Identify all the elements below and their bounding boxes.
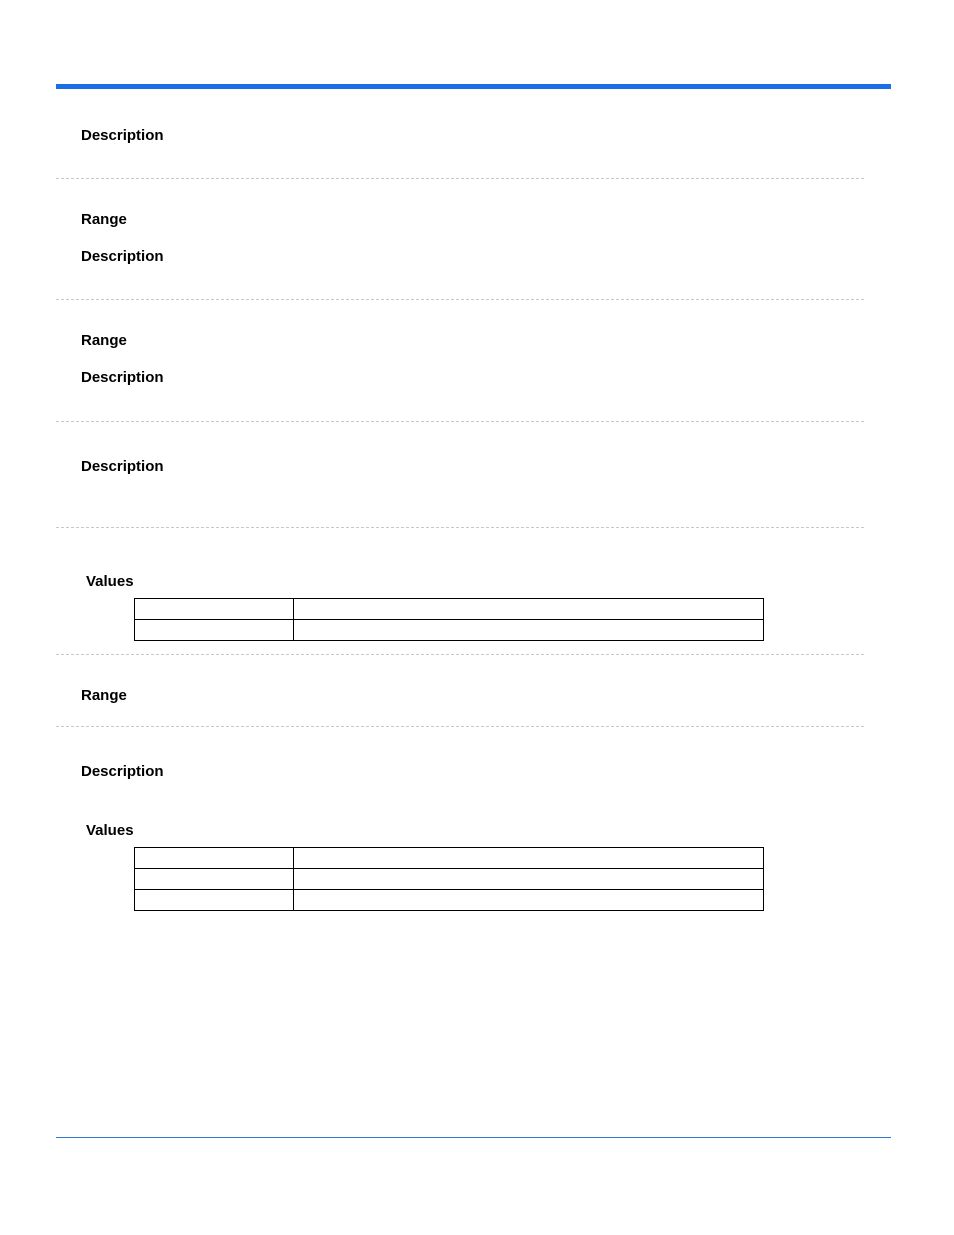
section-separator-3 bbox=[56, 421, 864, 422]
description-label-5: Description bbox=[81, 763, 164, 780]
values-label-1: Values bbox=[86, 573, 134, 590]
section-separator-4 bbox=[56, 527, 864, 528]
range-label-3: Range bbox=[81, 687, 127, 704]
table-cell bbox=[294, 848, 764, 869]
description-label-1: Description bbox=[81, 127, 164, 144]
values-label-2: Values bbox=[86, 822, 134, 839]
section-separator-1 bbox=[56, 178, 864, 179]
footer-rule bbox=[56, 1137, 891, 1138]
table-row bbox=[135, 620, 764, 641]
table-cell bbox=[294, 599, 764, 620]
table-cell bbox=[135, 848, 294, 869]
table-cell bbox=[135, 890, 294, 911]
description-label-3: Description bbox=[81, 369, 164, 386]
section-separator-5 bbox=[56, 654, 864, 655]
values-table-1 bbox=[134, 598, 764, 641]
section-separator-6 bbox=[56, 726, 864, 727]
header-rule bbox=[56, 84, 891, 89]
description-label-2: Description bbox=[81, 248, 164, 265]
table-cell bbox=[135, 599, 294, 620]
values-table-2 bbox=[134, 847, 764, 911]
table-row bbox=[135, 848, 764, 869]
table-row bbox=[135, 599, 764, 620]
range-label-2: Range bbox=[81, 332, 127, 349]
table-cell bbox=[294, 869, 764, 890]
table-cell bbox=[294, 890, 764, 911]
section-separator-2 bbox=[56, 299, 864, 300]
table-cell bbox=[135, 620, 294, 641]
table-cell bbox=[294, 620, 764, 641]
description-label-4: Description bbox=[81, 458, 164, 475]
table-row bbox=[135, 890, 764, 911]
table-cell bbox=[135, 869, 294, 890]
range-label-1: Range bbox=[81, 211, 127, 228]
table-row bbox=[135, 869, 764, 890]
